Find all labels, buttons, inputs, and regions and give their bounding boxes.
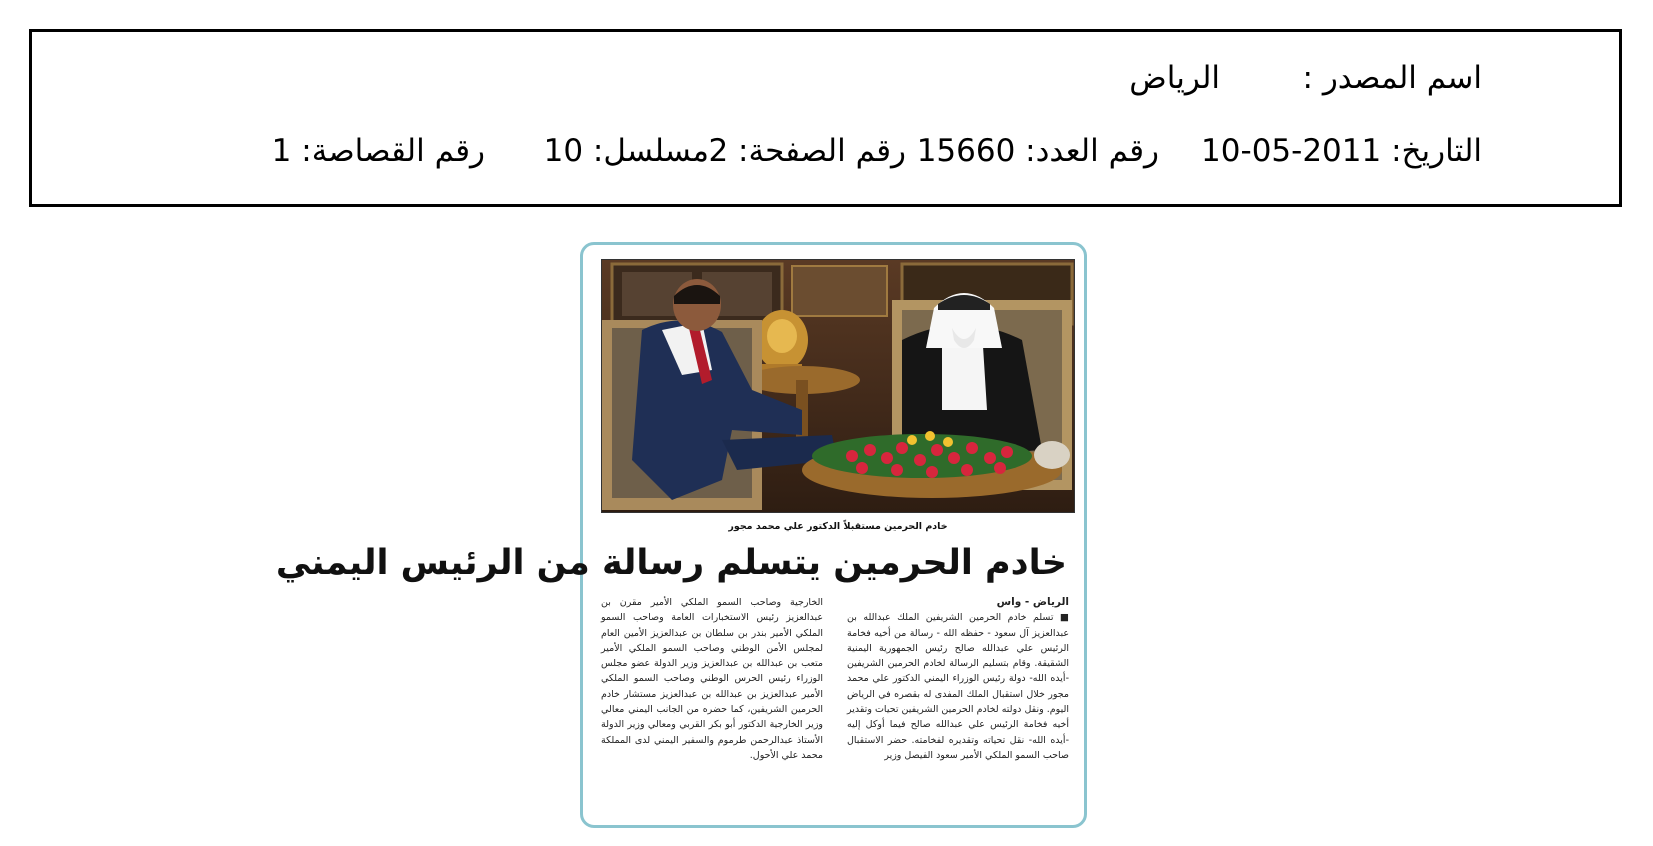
photo-illustration — [602, 260, 1074, 512]
article-body-right: ■ تسلم خادم الحرمين الشريفين الملك عبدالله بن عبدالعزيز آل سعود - حفظه الله - رسالة من أخيه فخامة الرئيس علي عبدالله صالح رئيس الجمهورية اليمنية الشقيقة. وقام بتسليم الرسالة لخادم الحرمين الشريفين -أيده الله- دولة رئيس الوزراء اليمني الدكتور علي محمد مجور خلال استقبال الملك المفدى له بقصره في الرياض اليوم. ونقل دولته لخادم الحرمين الشريفين تحيات وتقدير أخيه فخامة الرئيس علي عبدالله صالح فيما أوكل إليه -أيده الله- نقل تحياته وتقديره لفخامته. حضر الاستقبال صاحب السمو الملكي الأمير سعود الفيصل وزير — [847, 612, 1069, 761]
source-value: الرياض — [1129, 60, 1220, 96]
source-label: اسم المصدر : — [1302, 60, 1482, 96]
source-info-box — [29, 29, 1622, 207]
page-number-field: رقم الصفحة: 2 — [708, 133, 906, 169]
clip-number-field: رقم القصاصة: 1 — [271, 133, 485, 169]
article-photo — [601, 259, 1075, 513]
article-body-left: الخارجية وصاحب السمو الملكي الأمير مقرن بن عبدالعزيز رئيس الاستخبارات العامة وصاحب السمو الملكي الأمير بندر بن سلطان بن عبدالعزيز الأمين العام لمجلس الأمن الوطني وصاحب السمو الملكي الأمير متعب بن عبدالله بن عبدالعزيز وزير الدولة عضو مجلس الوزراء رئيس الحرس الوطني وصاحب السمو الملكي الأمير عبدالعزيز بن عبدالله بن عبدالعزيز مستشار خادم الحرمين الشريفين، كما حضره من الجانب اليمني معالي وزير الخارجية الدكتور أبو بكر القربي ومعالي وزير الدولة الأستاذ عبدالرحمن طرموم والسفير اليمني لدى المملكة محمد علي الأحول. — [601, 597, 823, 761]
newspaper-clipping — [275, 242, 1087, 828]
photo-caption: خادم الحرمين مستقبلاً الدكتور علي محمد مجور — [728, 521, 948, 532]
article-column-right — [847, 595, 1069, 817]
article-headline: خادم الحرمين يتسلم رسالة من الرئيس اليمني — [275, 543, 1067, 583]
article-column-left — [601, 595, 823, 817]
serial-field: مسلسل: 10 — [543, 133, 709, 169]
issue-number-field: رقم العدد: 15660 — [916, 133, 1159, 169]
date-field: التاريخ: 2011-05-10 — [1201, 133, 1482, 169]
article-dateline: الرياض - واس — [996, 596, 1069, 608]
